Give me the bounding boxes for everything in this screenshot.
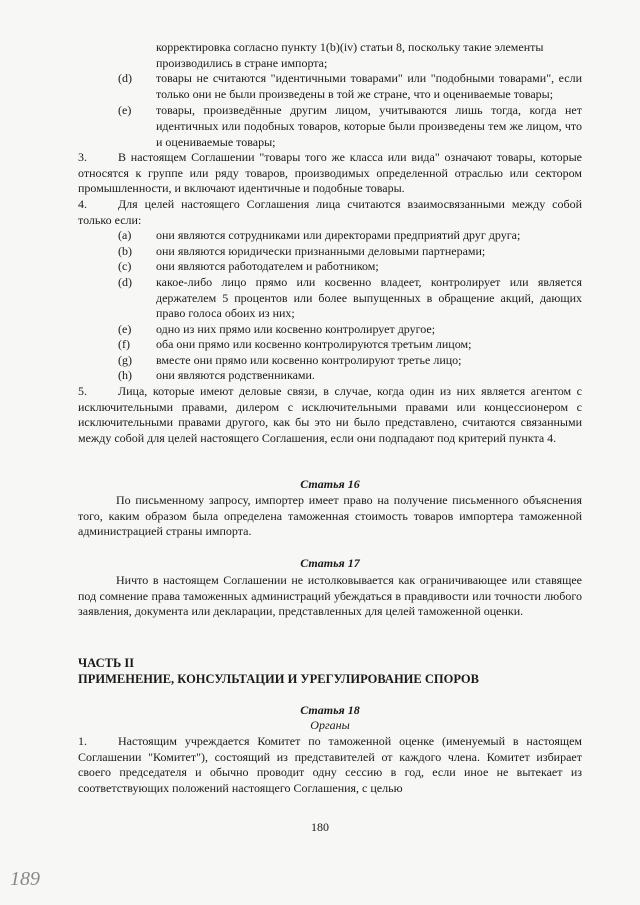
- article-16-text: По письменному запросу, импортер имеет право на получение письменного объяснения того, каким образом была определена таможенная стоимость товаров импортера таможенной администрацией страны импорта.: [78, 493, 582, 539]
- top-cont-line1: корректировка согласно пункту 1(b)(iv) статьи 8, поскольку такие элементы: [156, 40, 544, 54]
- item-label: (c): [118, 259, 132, 274]
- item-text: оба они прямо или косвенно контролируются третьим лицом;: [156, 337, 472, 352]
- article-18-subtitle: Органы: [310, 718, 350, 732]
- item-text: какое-либо лицо прямо или косвенно владеет, контролирует или является держателем 5 процентов или более выпущенных в обращение акций, дающих право голоса обоих из них;: [156, 274, 582, 321]
- paragraph-text: Настоящим учреждается Комитет по таможенной оценке (именуемый в настоящем Соглашении "Комитет"), состоящий из представителей от каждого члена. Комитет избирает своего председателя и обычно проводит одну сессию в год, если иное не вытекает из соответствующих положений настоящего Соглашения, с целью: [78, 734, 582, 795]
- list-item: [78, 71, 582, 102]
- paragraph-text: Лица, которые имеют деловые связи, в случае, когда один из них является агентом с исключительными правами, дилером с исключительными правами или концессионером с исключительными правами другого, как бы это ни было представлено, считаются связанными между собой для целей настоящего Соглашения, если они подпадают под критерий пункта 4.: [78, 384, 582, 445]
- paragraph-number: 5.: [78, 384, 87, 399]
- item-text: вместе они прямо или косвенно контролируют третье лицо;: [156, 352, 462, 367]
- paragraph-3: [78, 150, 582, 197]
- item-text: они являются сотрудниками или директорами предприятий друг друга;: [156, 228, 521, 243]
- item-label: (g): [118, 352, 132, 367]
- item-label: (b): [118, 243, 132, 258]
- part-title: ПРИМЕНЕНИЕ, КОНСУЛЬТАЦИИ И УРЕГУЛИРОВАНИЕ СПОРОВ: [78, 672, 479, 686]
- article-17-text: Ничто в настоящем Соглашении не истолковывается как ограничивающее или ставящее под сомнение права таможенных администраций убеждаться в правдивости или точности любого заявления, документа или декларации, представленных для целей таможенной оценки.: [78, 573, 582, 619]
- item-label: (f): [118, 337, 130, 352]
- list-item: [78, 275, 582, 322]
- paragraph-4-list: [78, 228, 582, 384]
- list-item: [78, 322, 582, 338]
- paragraph-text: В настоящем Соглашении "товары того же класса или вида" означают товары, которые относятся к группе или ряду товаров, производимых определенной отраслью или сектором промышленности, и включают идентичные и подобные товары.: [78, 150, 582, 196]
- paragraph-number: 1.: [78, 734, 87, 748]
- top-cont-line2: производились в стране импорта;: [156, 55, 328, 70]
- item-text: одно из них прямо или косвенно контролирует другое;: [156, 321, 436, 336]
- handwritten-mark: 189: [10, 868, 40, 890]
- paragraph-4: [78, 197, 582, 228]
- item-text: они являются юридически признанными деловыми партнерами;: [156, 243, 486, 258]
- item-label: (d): [118, 274, 132, 289]
- list-item: [78, 368, 582, 384]
- item-label: (a): [118, 228, 132, 243]
- item-label: (h): [118, 368, 132, 383]
- item-text: товары не считаются "идентичными товарами" или "подобными товарами", если только они не были произведены в той же стране, что и оцениваемые товары;: [156, 71, 582, 101]
- list-item: [78, 244, 582, 260]
- list-item: [78, 353, 582, 369]
- list-item: [78, 228, 582, 244]
- item-label: (d): [118, 71, 132, 86]
- top-continuation: [78, 40, 582, 71]
- item-label: (e): [118, 321, 132, 336]
- paragraph-number: 4.: [78, 196, 87, 211]
- item-text: товары, произведённые другим лицом, учитываются лишь тогда, когда нет идентичных или подобных товаров, которые были произведены тем же лицом, что и оцениваемые товары;: [156, 103, 582, 149]
- item-text: они являются работодателем и работником;: [156, 259, 379, 274]
- article-16-title: Статья 16: [300, 477, 360, 491]
- page-number: 180: [311, 820, 329, 834]
- paragraph-text: Для целей настоящего Соглашения лица считаются взаимосвязанными между собой только если:: [78, 196, 582, 227]
- article-18-paragraph-1: [78, 734, 582, 796]
- paragraph-5: [78, 384, 582, 446]
- list-item: [78, 259, 582, 275]
- list-item: [78, 337, 582, 353]
- list-item: [78, 103, 582, 150]
- item-text: они являются родственниками.: [156, 368, 315, 383]
- part-label: ЧАСТЬ II: [78, 656, 135, 670]
- article-18-title: Статья 18: [300, 703, 360, 717]
- article-17-title: Статья 17: [300, 556, 360, 570]
- item-label: (e): [118, 103, 132, 118]
- paragraph-number: 3.: [78, 150, 87, 165]
